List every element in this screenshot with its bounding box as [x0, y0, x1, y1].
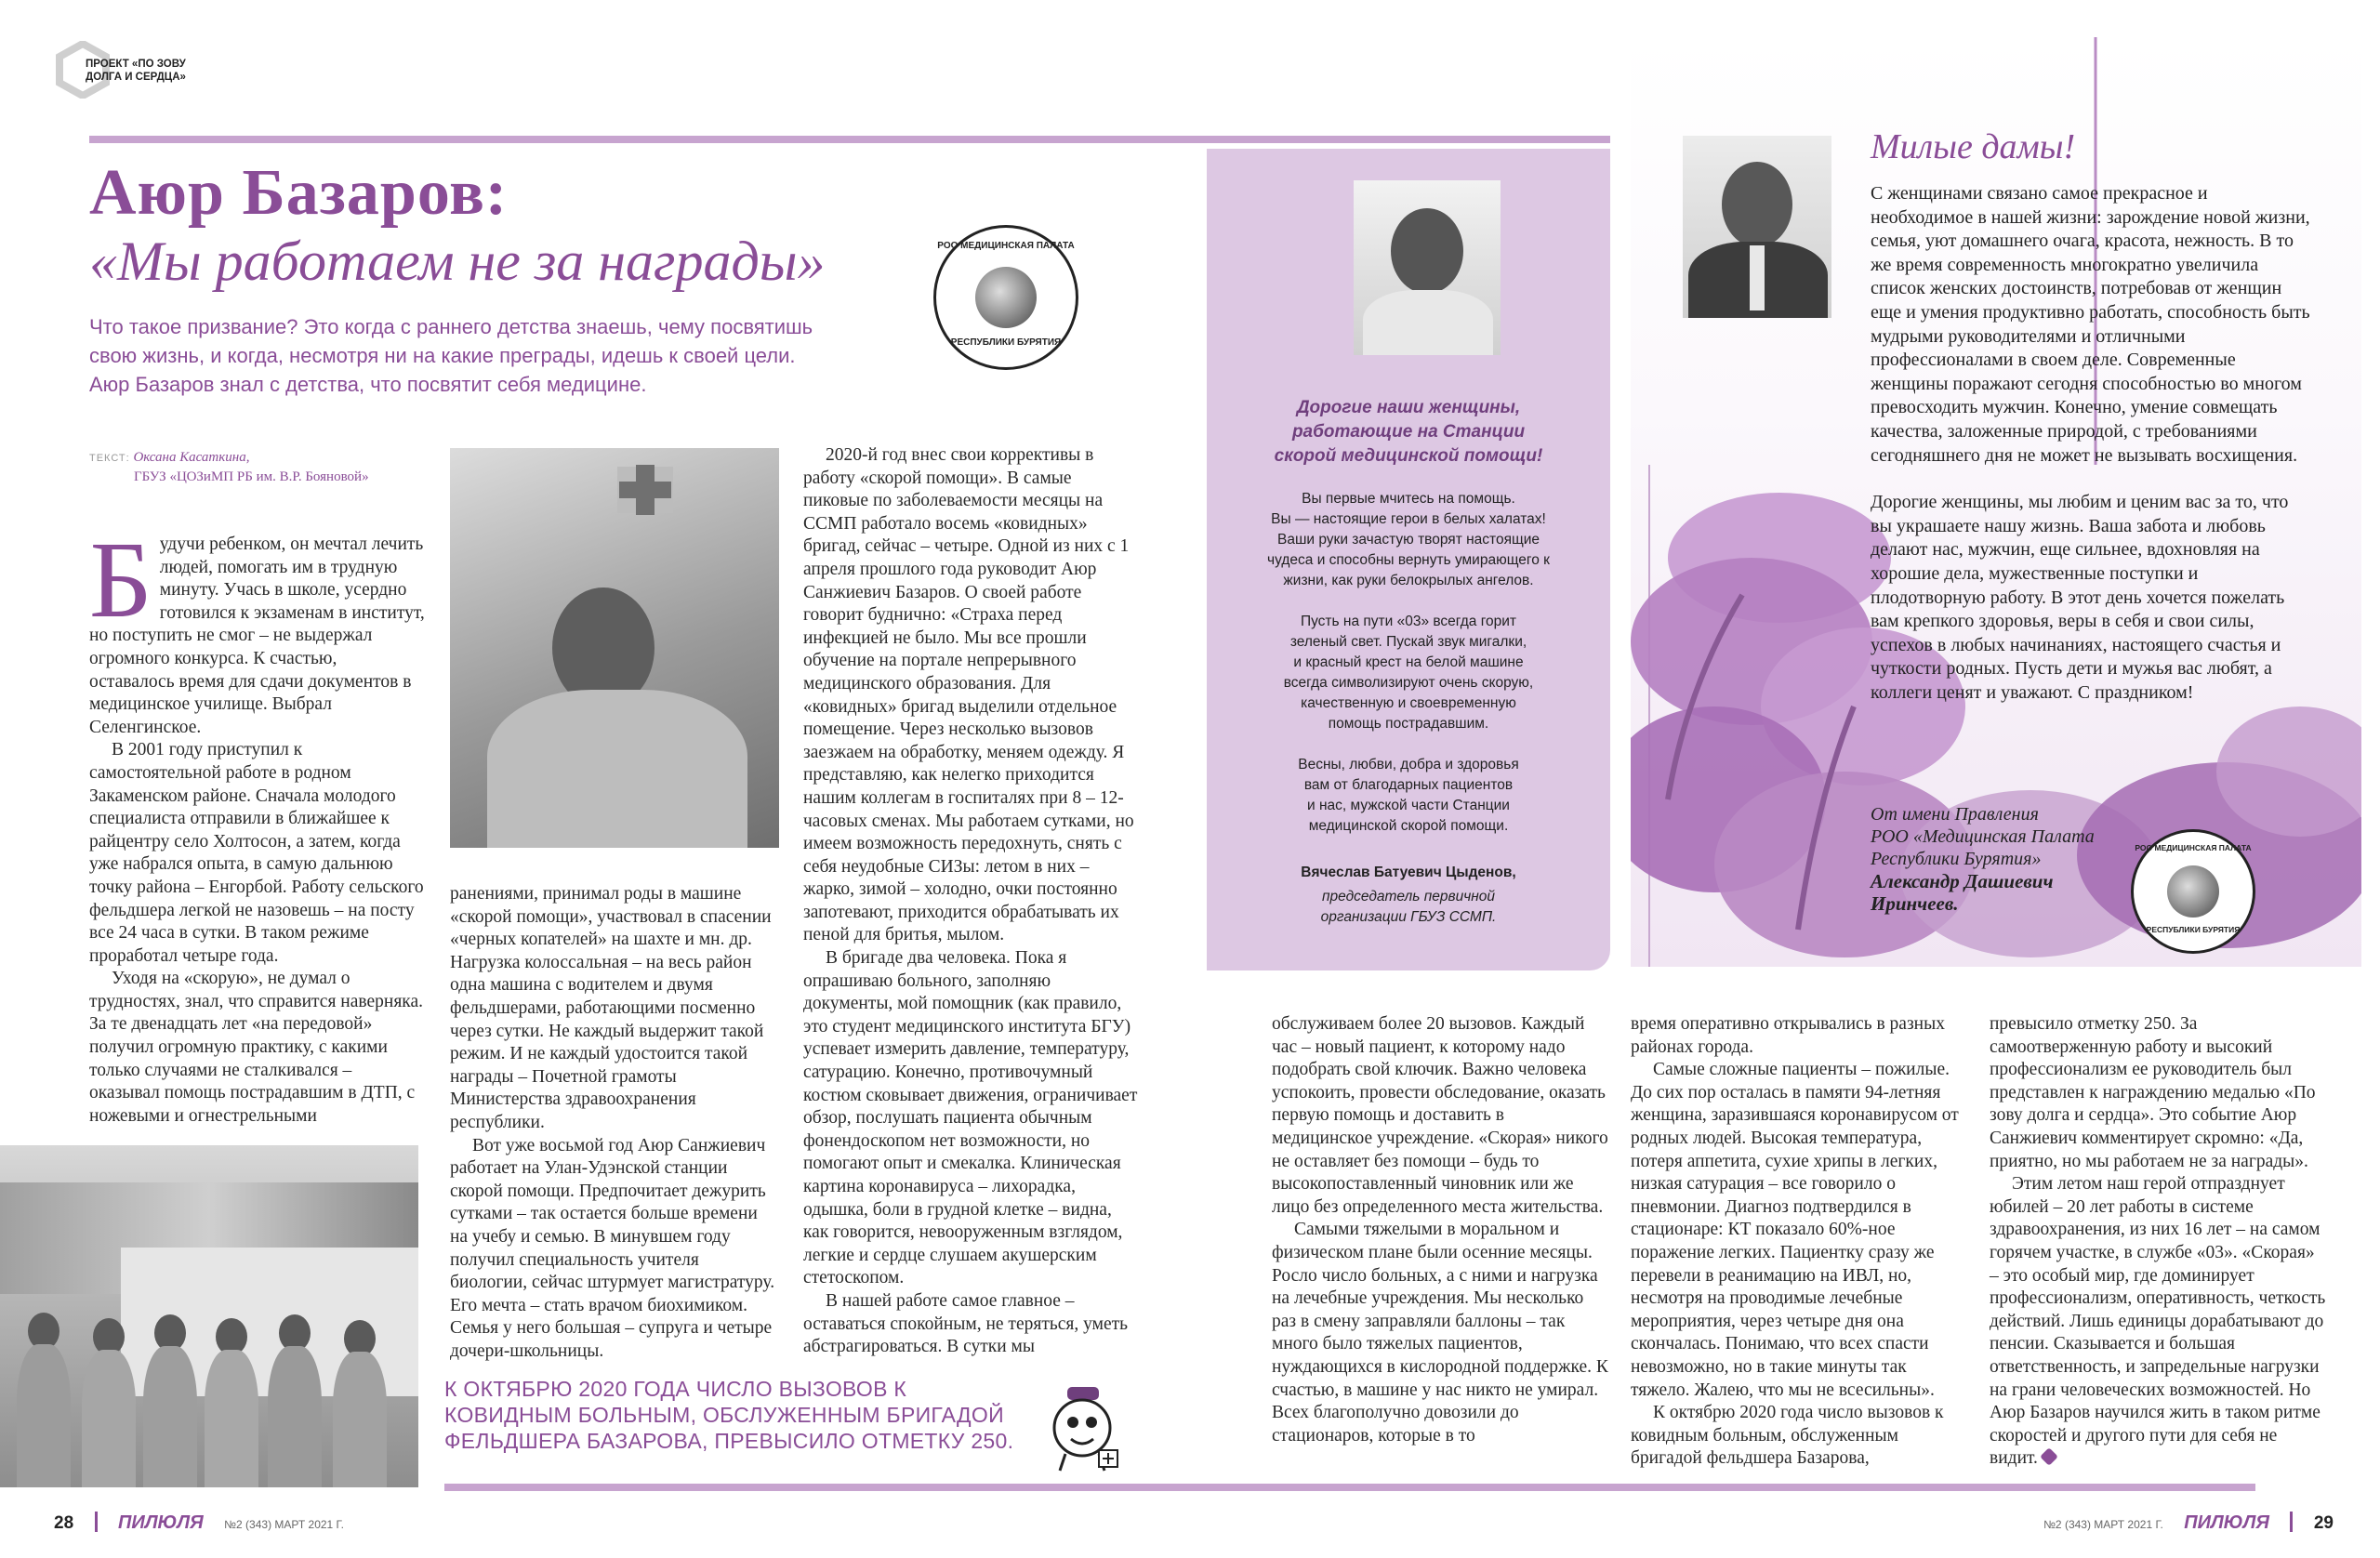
col3-para-3: В нашей работе самое главное – оставаться спокойным, не теряться, уметь абстрагироваться. В сутки мы — [803, 1290, 1129, 1357]
page-number-left: 28 — [54, 1513, 74, 1533]
issue-right: №2 (343) МАРТ 2021 Г. — [2043, 1518, 2163, 1531]
col6-para-1: превысило отметку 250. За самоотверженную работу и высокий профессионализм ее руководитель был представлен к награждению медалью «По зову долга и сердца». Это событие Аюр Санжиевич комментирует скромно: «Да, приятно, но мы работаем не за награды». — [1990, 1014, 2316, 1171]
byline — [89, 448, 369, 486]
top-rule — [89, 136, 1610, 143]
col5-para-1: время оперативно открывались в разных районах города. — [1631, 1014, 1945, 1057]
greeting2-para-2: Дорогие женщины, мы любим и ценим вас за то, что вы украшаете нашу жизнь. Ваша забота и любовь делают нас, мужчин, еще сильнее, вдохновляя на хорошие дела, мужественные поступки и плодотворную работу. В этот день хочется пожелать вам крепкого здоровья, веры в себя и свои силы, успехов в любых начинаниях, настоящего счастья и чуткости родных. Пусть дети и мужья вас любят, а коллеги ценят и уважают. С праздником! — [1871, 492, 2289, 703]
col2-para-2: Вот уже восьмой год Аюр Санжиевич работает на Улан-Удэнской станции скорой помощи. Предпочитает дежурить сутками – так остается больше времени на учебу и семью. В минувшем году получил специальность учителя биологии, сейчас штурмует магистратуру. Его мечта – стать врачом биохимиком. Семья у него большая – супруга и четыре дочери-школьницы. — [450, 1135, 775, 1361]
greeting2-from-2: РОО «Медицинская Палата — [1871, 826, 2095, 847]
irincheev-photo — [1683, 136, 1831, 318]
col1-para-1: удучи ребенком, он мечтал лечить людей, помогать им в трудную минуту. Учась в школе, усердно готовился к экзаменам в институт, но поступить не смог – не выдержал огромного конкурса. К счастью, оставалось время для сдачи документов в медицинское училище. Выбрал Селенгинское. — [89, 535, 425, 737]
portrait-photo — [450, 448, 779, 848]
greeting2-signer-2: Иринчеев. — [1871, 892, 1959, 915]
project-label-line2: ДОЛГА И СЕРДЦА» — [86, 72, 186, 83]
footer-separator-right — [2290, 1512, 2293, 1532]
greeting1-line: Пусть на пути «03» всегда горит — [1300, 614, 1517, 629]
byline-author: Оксана Касаткина, — [133, 450, 250, 465]
greeting1-title — [1207, 396, 1610, 469]
headline-quote: «Мы работаем не за награды» — [89, 231, 826, 292]
drop-cap: Б — [89, 519, 152, 640]
greeting1-line: медицинской скорой помощи. — [1308, 818, 1509, 834]
col4-para-2: Самыми тяжелыми в моральном и физическом плане были осенние месяцы. Росло число больных, а с ними и нагрузка на лечебные учреждения. Мы несколько раз в смену заправляли баллоны – так много было тяжелых пациентов, нуждающихся в кислородной поддержке. К счастью, в машине у нас никто не умирал. Всех благополучно довозили до стационаров, которые в то — [1272, 1220, 1608, 1446]
bottom-rule — [444, 1484, 2255, 1491]
greeting1-line: Ваши руки зачастую творят настоящие — [1276, 532, 1540, 548]
col5-para-3: К октябрю 2020 года число вызовов к ковидным больным, обслуженным бригадой фельдшера Базарова, — [1631, 1403, 1944, 1469]
seal2-heart-icon — [2167, 865, 2219, 918]
seal2-bottom-text: РЕСПУБЛИКИ БУРЯТИЯ — [2146, 925, 2241, 934]
article-column-5 — [1631, 1013, 1967, 1471]
greeting1-line: чудеса и способны вернуть умирающего к — [1267, 552, 1550, 568]
greeting1-line: и нас, мужской части Станции — [1307, 798, 1510, 813]
greeting-panel-chamber — [1631, 37, 2361, 967]
greeting1-line: и красный крест на белой машине — [1293, 654, 1524, 670]
byline-org: ГБУЗ «ЦОЗиМП РБ им. В.Р. Бояновой» — [134, 469, 369, 484]
greeting1-line: помощь пострадавшим. — [1328, 716, 1489, 732]
medical-chamber-seal — [933, 225, 1078, 370]
greeting2-from-3: Республики Бурятия» — [1871, 849, 2042, 869]
tsydenov-photo — [1354, 180, 1501, 355]
project-label — [86, 58, 186, 84]
footer-left — [54, 1512, 344, 1534]
greeting1-line: качественную и своевременную — [1301, 695, 1516, 711]
greeting2-from-1: От имени Правления — [1871, 804, 2039, 825]
greeting1-line: зеленый свет. Пускай звук мигалки, — [1289, 634, 1527, 650]
col6-para-2-text: Этим летом наш герой отпразднует юбилей – 20 лет работы в системе здравоохранения, из них 16 лет – на самом горячем участке, в службе «03». «Скорая» – это особый мир, где доминирует профессионализм, оперативность, четкость действий. Лишь единицы дорабатывают до пенсии. Сказывается и большая ответственность, и запредельные нагрузки на грани человеческих возможностей. Но Аюр Базаров научился жить в таком ритме скоростей и другого пути для себя не видит. — [1990, 1174, 2326, 1469]
lead-paragraph — [89, 312, 926, 399]
byline-label: ТЕКСТ: — [89, 453, 130, 464]
article-column-3 — [803, 444, 1140, 1359]
col1-para-2: В 2001 году приступил к самостоятельной работе в родном Закаменском районе. Сначала молодого специалиста отправили в ближайшее к райцентру село Холтосон, а затем, когда уже набрался опыта, в самую дальнюю точку района – Енгорбой. Работу сельского фельдшера легкой не назовешь – на посту все 24 часа в сутки. В таком режиме проработал четыре года. — [89, 740, 424, 966]
seal-top-text: РОО МЕДИЦИНСКАЯ ПАЛАТА — [937, 241, 1075, 251]
seal-bottom-text: РЕСПУБЛИКИ БУРЯТИЯ — [950, 337, 1062, 348]
greeting1-line: Весны, любви, добра и здоровья — [1298, 757, 1519, 772]
article-column-1 — [89, 519, 426, 1128]
greeting1-signer: Вячеслав Батуевич Цыденов, — [1301, 865, 1516, 880]
greeting2-from — [1871, 803, 2095, 870]
col3-para-2: В бригаде два человека. Пока я опрашиваю больного, заполняю документы, мой помощник (как правило, это студент медицинского института БГУ) успевает измерить давление, температуру, сатурацию. Конечно, противочумный костюм сковывает движения, ограничивает обзор, послушать пациента обычным фонендоскопом нет возможности, но помогают опыт и смекалка. Клиническая картина коронавируса – лихорадка, одышка, боли в грудной клетке – видна, как говорится, невооруженным взглядом, легкие и сердце слушаем акушерским стетоскопом. — [803, 948, 1138, 1288]
col5-para-2: Самые сложные пациенты – пожилые. До сих пор осталась в памяти 94-летняя женщина, заразившаяся коронавирусом от родных людей. Высокая температура, потеря аппетита, сухие хрипы в легких, низкая сатурация – все говорило о пневмонии. Диагноз подтвердился в стационаре: КТ показало 60%-ное поражение легких. Пациентку сразу же перевели в реанимацию на ИВЛ, но, несмотря на проводимые лечебные мероприятия, через четыре дня она скончалась. Понимаю, что всех спасти невозможно, но в такие минуты так тяжело. Жалею, что мы не всесильны». — [1631, 1060, 1959, 1400]
seal2-top-text: РОО МЕДИЦИНСКАЯ ПАЛАТА — [2135, 843, 2252, 852]
greeting1-line: вам от благодарных пациентов — [1303, 777, 1514, 793]
greeting1-role — [1207, 887, 1610, 928]
col1-para-3: Уходя на «скорую», не думал о трудностях, знал, что справится наверняка. За те двенадцать лет «на передовой» получил огромную практику, с какими только случаями не сталкивался – оказывал помощь пострадавшим в ДТП, с ножевыми и огнестрельными — [89, 969, 423, 1126]
brand-right: ПИЛЮЛЯ — [2184, 1512, 2269, 1533]
article-column-2 — [450, 883, 779, 1363]
project-label-line1: ПРОЕКТ «ПО ЗОВУ — [86, 59, 186, 70]
col3-para-1: 2020-й год внес свои коррективы в работу «скорой помощи». В самые пиковые по заболеваемости месяцы на ССМП работало восемь «ковидных» бригад, сейчас – четыре. Одной из них с 1 апреля прошлого года руководит Аюр Санжиевич Базаров. О своей работе говорит буднично: «Страха перед инфекцией не было. Мы все прошли обучение на портале непрерывного медицинского образования. Для «ковидных» бригад выделили отдельное помещение. Через несколько вызовов заезжаем на обработку, меняем одежду. Я представляю, как нелегко приходится нашим коллегам в госпиталях при 8 – 12-часовых сменах. Мы работаем сутками, но имеем возможность передохнуть, снять с себя неудобные СИЗы: летом в них – жарко, зимой – холодно, очки постоянно запотевают, приходится обрабатывать их пеной для бритья, мылом. — [803, 445, 1134, 945]
page-number-right: 29 — [2313, 1513, 2334, 1533]
footer-right — [2043, 1512, 2334, 1534]
greeting2-signer-1: Александр Дашиевич — [1871, 870, 2054, 892]
greeting1-role-1: председатель первичной — [1321, 889, 1496, 904]
greeting-panel-staff — [1207, 149, 1610, 970]
headline-name: Аюр Базаров: — [89, 157, 509, 229]
lead-line-3: Аюр Базаров знал с детства, что посвятит себя медицине. — [89, 373, 647, 396]
medical-chamber-seal-2 — [2131, 829, 2255, 954]
lead-line-1: Что такое призвание? Это когда с раннего детства знаешь, чему посвятишь — [89, 315, 813, 338]
pill-mascot-icon — [1045, 1385, 1123, 1474]
end-mark-icon — [2040, 1447, 2058, 1466]
callout-quote: К ОКТЯБРЮ 2020 ГОДА ЧИСЛО ВЫЗОВОВ К КОВИДНЫМ БОЛЬНЫМ, ОБСЛУЖЕННЫМ БРИГАДОЙ ФЕЛЬДШЕРА БАЗАРОВА, ПРЕВЫСИЛО ОТМЕТКУ 250. — [444, 1377, 1014, 1453]
greeting1-line: Вы — настоящие герои в белых халатах! — [1271, 511, 1546, 527]
greeting1-text — [1207, 489, 1610, 837]
lead-line-2: свою жизнь, и когда, несмотря ни на какие преграды, идешь к своей цели. — [89, 344, 796, 367]
greeting2-signer — [1871, 870, 2053, 915]
seal-heart-icon — [975, 267, 1037, 328]
greeting1-title-3: скорой медицинской помощи! — [1274, 446, 1543, 466]
col4-para-1: обслуживаем более 20 вызовов. Каждый час – новый пациент, к которому надо подобрать свой ключик. Важно человека успокоить, провести обследование, оказать первую помощь и доставить в медицинское учреждение. «Скорая» никого не оставляет без помощи – будь то высокопоставленный чиновник или же лицо без определенного места жительства. — [1272, 1014, 1608, 1217]
greeting1-line: всегда символизируют очень скорую, — [1283, 675, 1534, 691]
greeting1-line: Вы первые мчитесь на помощь. — [1302, 491, 1515, 507]
footer-separator-left — [95, 1512, 98, 1532]
greeting2-title: Милые дамы! — [1871, 127, 2076, 166]
greeting1-role-2: организации ГБУЗ ССМП. — [1320, 909, 1497, 925]
col2-para-1: ранениями, принимал роды в машине «скорой помощи», участвовал в спасении «черных копателей» на шахте и мн. др. Нагрузка колоссальная – на весь район одна машина с водителем и двумя фельдшерами, работающими посменно через сутки. Не каждый выдержит такой режим. И не каждый удостоится такой награды – Почетной грамоты Министерства здравоохранения республики. — [450, 884, 772, 1132]
greeting1-line: жизни, как руки белокрылых ангелов. — [1283, 573, 1534, 588]
greeting1-title-1: Дорогие наши женщины, — [1296, 398, 1521, 417]
col6-para-2 — [1990, 1173, 2326, 1471]
brand-left: ПИЛЮЛЯ — [118, 1512, 204, 1533]
team-photo — [0, 1145, 418, 1487]
article-column-6 — [1990, 1013, 2326, 1471]
article-column-4 — [1272, 1013, 1608, 1447]
greeting1-title-2: работающие на Станции — [1291, 422, 1526, 442]
greeting2-text — [1871, 182, 2311, 705]
greeting2-para-1: С женщинами связано самое прекрасное и необходимое в нашей жизни: зарождение новой жизни, семья, уют домашнего очага, красота, нежность. В то же время современность многократно увеличила список женских достоинств, потребовав от женщин еще и умения продуктивно работать, способность быть мудрыми руководителями и отличными профессионалами в своем деле. Современные женщины поражают сегодня способностью во многом превосходить мужчин. Конечно, умение совмещать качества, заложенные природой, с требованиями сегодняшнего дня не может не вызывать восхищения. — [1871, 183, 2310, 466]
issue-left: №2 (343) МАРТ 2021 Г. — [224, 1518, 344, 1531]
